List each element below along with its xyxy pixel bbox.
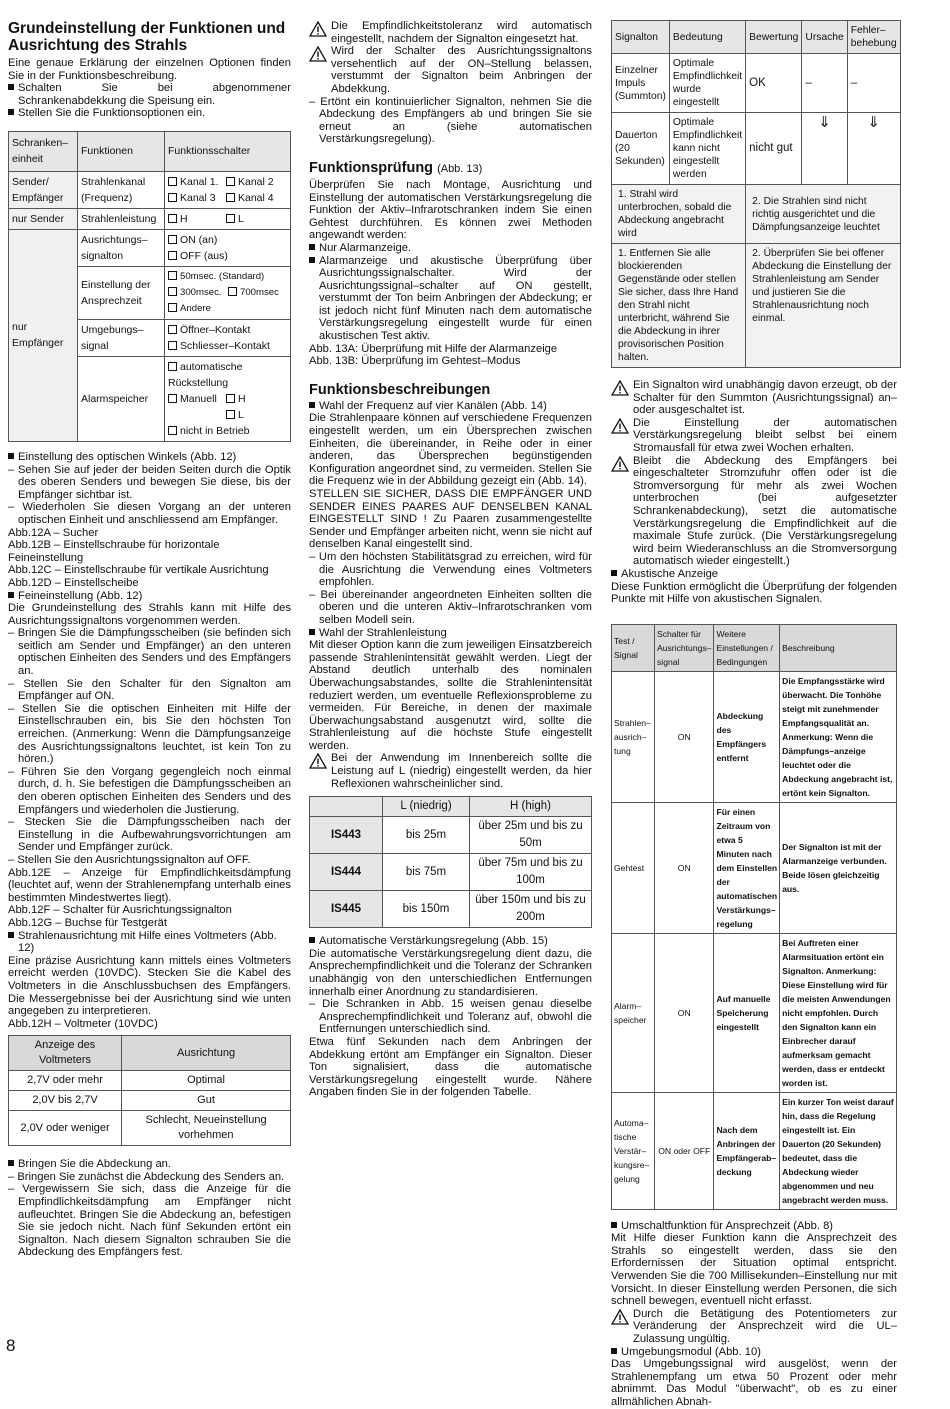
paragraph: Eine präzise Ausrichtung kann mittels eines Voltmeters erreicht werden (10VDC). Stecken Sie die Kabel des Voltmeters in die Anschlussbuchsen des Empfängers. Die Messergebnisse bei der Ausrichtung sind wie unten angegeben zu interpretieren. [8, 954, 291, 1018]
voltmeter-table [8, 1035, 291, 1146]
square-bullet-icon [309, 937, 315, 943]
dash-item: – Führen Sie den Vorgang gegengleich noch einmal durch, d. h. Sie befestigen die Dämpfungsscheiben an den oberen optischen Einheiten des Senders und des Empfängers und wiederholen die Justierung. [8, 765, 291, 816]
function-cell: Einstellung der Ansprechzeit [78, 266, 165, 319]
bullet-item: Einstellung des optischen Winkels (Abb. 12) [8, 451, 291, 464]
table-cell: Für einen Zeitraum von etwa 5 Minuten nach dem Einstellen der automatischen Verstärkungs–regelung [714, 802, 780, 933]
checkbox-icon [168, 362, 177, 371]
table-header-cell: Bedeutung [669, 21, 745, 54]
square-bullet-icon [611, 1348, 617, 1354]
intro-paragraph: Eine genaue Erklärung der einzelnen Optionen finden Sie in der Funktionsbeschreibung. [8, 57, 291, 82]
paragraph: Diese Funktion ermöglicht die Überprüfung der folgenden Punkte mit Hilfe von akustischen Signalen. [611, 580, 897, 606]
table-row [612, 113, 901, 185]
function-cell: Umgebungs–signal [78, 319, 165, 356]
table-cell: ON [655, 933, 714, 1092]
square-bullet-icon [8, 453, 14, 459]
bullet-item: Bringen Sie die Abdeckung an. [8, 1158, 291, 1171]
warning-note: Die Einstellung der automatischen Verstärkungsregelung bleibt selbst bei einem Stromausfall für etwa zwei Wochen erhalten. [611, 417, 897, 455]
table-cell: – [802, 54, 847, 113]
table-row [612, 1092, 897, 1209]
table-header-cell: Signalton [612, 21, 670, 54]
warning-note: Durch die Betätigung des Potentiometers zur Veränderung der Ansprechzeit wird die UL–Zulassung ungültig. [611, 1308, 897, 1346]
table-cell: Gehtest [612, 802, 655, 933]
bullet-item: Wahl der Strahlenleistung [309, 627, 592, 640]
paragraph: Die Grundeinstellung des Strahls kann mit Hilfe des Ausrichtungssignaltons vorgenommen werden. [8, 602, 291, 627]
paragraph: Überprüfen Sie nach Montage, Ausrichtung und Einstellung der automatischen Verstärkungsregelung die Funktion der Aktiv–Infrarotschranken indem Sie einen Gehtest durchführen. Es können zwei Methoden angewandt werden: [309, 178, 592, 242]
table-header-cell: H (high) [470, 797, 592, 817]
table-row [612, 933, 897, 1092]
table-header-cell: Anzeige des Voltmeters [9, 1036, 122, 1071]
bullet-item: Umgebungsmodul (Abb. 10) [611, 1346, 897, 1359]
square-bullet-icon [309, 629, 315, 635]
table-cell: über 25m und bis zu 50m [470, 817, 592, 854]
table-header-cell: Funktionen [78, 131, 165, 171]
checkbox-icon [168, 193, 177, 202]
checkbox-icon [168, 426, 177, 435]
table-header-cell: Test / Signal [612, 624, 655, 671]
down-arrow-icon: ⇓ [847, 113, 900, 185]
warning-note: Bleibt die Abdeckung des Empfängers bei eingeschalteter Stromzufuhr offen oder ist die Stromversorgung für mehr als zwei Wochen unterbrochen (bei aufgesetzter Schrankenabdeckung), setzt die automatische Verstärkungsregelung die Empfindlichkeit auf die maximale Stufe zurück. (Die Verstärkungsregelung wird beim Wiederanschluss an die Stromversorgung automatisch wieder eingestellt.) [611, 455, 897, 568]
section-title-function-test: Funktionsprüfung (Abb. 13) [309, 159, 483, 176]
figure-ref: Abb.12A – Sucher [8, 526, 99, 539]
table-cell: ON [655, 671, 714, 802]
figure-ref: Abb.12C – Einstellschraube für vertikale Ausrichtung [8, 564, 269, 577]
figure-ref: Abb.12G – Buchse für Testgerät [8, 916, 167, 929]
table-header-cell: L (niedrig) [383, 797, 470, 817]
table-cell: Der Signalton ist mit der Alarmanzeige verbunden. Beide lösen gleichzeitig aus. [780, 802, 897, 933]
beam-power-table [309, 796, 592, 928]
figure-ref: Abb.12B – Einstellschraube für horizontale Feineinstellung [8, 539, 220, 564]
table-row [310, 891, 592, 928]
table-cell: Optimal [122, 1071, 291, 1091]
table-row [310, 854, 592, 891]
dash-item: – Stecken Sie die Dämpfungsscheiben nach der Einstellung in die Aufbewahrungsvorrichtungen am Sender und Empfänger zurück. [8, 816, 291, 854]
table-row [612, 54, 901, 113]
checkbox-icon [226, 214, 235, 223]
warning-triangle-icon [309, 21, 327, 37]
checkbox-icon [168, 287, 177, 296]
paragraph: Mit Hilfe dieser Funktion kann die Ansprechzeit des Strahls so eingestellt werden, dass sie den Erfordernissen der Situation optimal entspricht. Verwenden Sie die 700 Millisekunden–Einstellung nur mit Vorsicht. In dieser Einstellung werden Personen, die sich schnell bewegen, eventuell nicht erfasst. [611, 1232, 897, 1308]
figure-ref: Abb.12H – Voltmeter (10VDC) [8, 1017, 158, 1030]
bullet-item: Schalten Sie bei abgenommener Schrankenabdekkung die Speisung ein. [8, 82, 291, 107]
section-title-function-descriptions: Funktionsbeschreibungen [309, 381, 491, 398]
dash-item: – Stellen Sie die optischen Einheiten mit Hilfe der Einstellschrauben ein, bis Sie den höchsten Ton erreichen. (Anmerkung: Wenn die Dämpfungsanzeige des Ausrichtungssignaltons leuchtet, ist kein Ton zu hören.) [8, 702, 291, 766]
square-bullet-icon [309, 244, 315, 250]
paragraph: Die automatische Verstärkungsregelung dient dazu, die Ansprechempfindlichkeit und die Toleranz der Schranken unabhängig von den unterschiedlichen Entfernungen innerhalb einer Anordnung zu standardisieren. [309, 947, 592, 998]
table-row [612, 671, 897, 802]
table-row [9, 1091, 291, 1111]
table-cell: Abdeckung des Empfängers entfernt [714, 671, 780, 802]
bullet-item: Automatische Verstärkungsregelung (Abb. 15) [309, 935, 592, 948]
dash-item: – Vergewissern Sie sich, dass die Anzeige für die Empfindlichkeitsdämpfung am Empfänger nicht aufleuchtet. Bringen Sie die Abdeckung an, befestigen Sie sie jedoch nicht. Nach fünf Sekunden ertönt ein Signalton. Nach diesem Signalton schrauben Sie die Abdeckung des Empfängers fest. [8, 1183, 291, 1259]
checkbox-icon [226, 394, 235, 403]
checkbox-icon [168, 303, 177, 312]
column-left [8, 20, 291, 1259]
section-title-basic-setup: Grundeinstellung der Funktionen und Ausrichtung des Strahls [8, 20, 286, 54]
warning-triangle-icon [309, 46, 327, 62]
checkbox-icon [168, 177, 177, 186]
square-bullet-icon [8, 1160, 14, 1166]
bullet-item: Umschaltfunktion für Ansprechzeit (Abb. 8) [611, 1220, 897, 1233]
table-row [612, 244, 901, 368]
checkbox-icon [168, 325, 177, 334]
checkbox-icon [226, 410, 235, 419]
paragraph: Die Strahlenpaare können auf verschiedene Frequenzen eingestellt werden, um ein Übersprechen zwischen Einheiten, die übereinander, in Reihe oder in einer anderen, das Übersprechen begünstigenden Konfiguration angeordnet sind, zu vermeiden. Stellen Sie die Frequenz wie in der Abbildung gezeigt ein (Abb. 14). [309, 412, 592, 488]
table-header-cell: Funktionsschalter [165, 131, 291, 171]
bullet-item: Akustische Anzeige [611, 568, 897, 581]
table-cell: Dauerton (20 Sekunden) [612, 113, 670, 185]
square-bullet-icon [8, 592, 14, 598]
dash-item: – Sehen Sie auf jeder der beiden Seiten durch die Optik des oberen Senders und bewegen Sie diese, bis der Empfänger sichtbar ist. [8, 463, 291, 501]
table-cell: Optimale Empfindlichkeit wurde eingestellt [669, 54, 745, 113]
checkbox-icon [168, 341, 177, 350]
table-cell: 1. Strahl wird unterbrochen, sobald die Abdeckung angebracht wird [612, 185, 746, 244]
bullet-item: Alarmanzeige und akustische Überprüfung über Ausrichtungssignalschalter. Wird der Ausrichtungssignal–schalter auf ON gestellt, verstummt der Ton beim Anbringen der Abdeckung; er ist jedoch nicht fünf Minuten nach dem automatische Verstärkungsregelung eingestellt wurde für einen akustischen Test aktiv. [309, 255, 592, 343]
checkbox-icon [226, 177, 235, 186]
table-row [612, 185, 901, 244]
table-cell: über 75m und bis zu 100m [470, 854, 592, 891]
table-cell: – [847, 54, 900, 113]
table-cell: bis 75m [383, 854, 470, 891]
table-cell: Einzelner Impuls (Summton) [612, 54, 670, 113]
figure-ref: Abb. 13B: Überprüfung im Gehtest–Modus [309, 355, 521, 368]
column-right [611, 20, 897, 1409]
acoustic-indicator-table [611, 624, 897, 1210]
checkbox-icon [228, 287, 237, 296]
model-cell: IS444 [310, 854, 383, 891]
checkbox-icon [168, 394, 177, 403]
warning-triangle-icon [611, 418, 629, 434]
down-arrow-icon: ⇓ [802, 113, 847, 185]
dash-item: – Um den höchsten Stabilitätsgrad zu erreichen, wird für die Ausrichtung die Verwendung eines Voltmeters empfohlen. [309, 550, 592, 589]
switch-cell: Kanal 1. Kanal 2 Kanal 3 Kanal 4 [165, 171, 291, 208]
unit-cell: nur Empfänger [9, 229, 78, 441]
bullet-item: Nur Alarmanzeige. [309, 242, 592, 255]
table-cell: Gut [122, 1091, 291, 1111]
warning-note: Wird der Schalter des Ausrichtungssignaltons versehentlich auf der ON–Stellung belassen, verstummt der Signalton beim Anbringen der Abdekkung. [309, 45, 592, 95]
column-middle [309, 20, 592, 1099]
unit-cell: Sender/ Empfänger [9, 171, 78, 208]
checkbox-icon [168, 235, 177, 244]
square-bullet-icon [611, 1222, 617, 1228]
table-cell: 1. Entfernen Sie alle blockierenden Gegenstände oder stellen Sie sicher, dass Ihre Hand den Strahl nicht unterbricht, während Sie die Abdeckung in ihrer provisorischen Position halten. [612, 244, 746, 368]
table-cell: Optimale Empfindlichkeit kann nicht eingestellt werden [669, 113, 745, 185]
dash-item: – Bringen Sie die Dämpfungsscheiben (sie befinden sich seitlich am Sender und Empfänger) an den unteren optischen Einheiten des Senders und des Empfängers an. [8, 627, 291, 678]
table-cell: 2. Überprüfen Sie bei offener Abdeckung die Einstellung der Strahlenleistung am Sender und justieren Sie die Strahlenausrichtung noch einmal. [746, 244, 900, 368]
switch-cell: H L [165, 208, 291, 229]
model-cell: IS443 [310, 817, 383, 854]
figure-ref: Abb.12E – Anzeige für Empfindlichkeitsdämpfung (leuchtet auf, wenn der Strahlenempfang unterhalb eines bestimmten Mindestwertes liegt). [8, 866, 291, 904]
square-bullet-icon [309, 257, 315, 263]
checkbox-icon [168, 271, 177, 280]
function-settings-table [8, 131, 291, 442]
checkbox-icon [168, 251, 177, 260]
warning-triangle-icon [611, 1309, 629, 1325]
dash-item: – Stellen Sie den Ausrichtungssignalton auf OFF. [8, 853, 251, 866]
table-cell: ON oder OFF [655, 1092, 714, 1209]
warning-note: Bei der Anwendung im Innenbereich sollte die Leistung auf L (niedrig) eingestellt werden, da hier Reflexionen wahrscheinlicher sind. [309, 752, 592, 790]
table-header-cell: Weitere Einstellungen / Bedingungen [714, 624, 780, 671]
square-bullet-icon [611, 570, 617, 576]
paragraph: Etwa fünf Sekunden nach dem Anbringen der Abdekkung ertönt am Empfänger ein Signalton. Dieser Ton signalisiert, dass die automatische Verstärkungsregelung eingestellt wurde. Nähere Angaben finden Sie in der folgenden Tabelle. [309, 1036, 592, 1099]
table-cell: Bei Auftreten einer Alarmsituation ertönt ein Signalton. Anmerkung: Diese Einstellung wird für die meisten Anwendungen nicht empfohlen. Durch den Signalton kann ein Einbrecher darauf aufmerksam gemacht werden, dass er entdeckt worden ist. [780, 933, 897, 1092]
table-row [310, 817, 592, 854]
bullet-item: Strahlenausrichtung mit Hilfe eines Voltmeters (Abb. 12) [8, 930, 291, 955]
warning-triangle-icon [309, 753, 327, 769]
dash-item: – Bringen Sie zunächst die Abdeckung des Senders an. [8, 1170, 285, 1183]
table-cell: OK [746, 54, 802, 113]
table-cell: Automa–tische Verstär–kungsre–gelung [612, 1092, 655, 1209]
warning-note: Die Empfindlichkeitstoleranz wird automatisch eingestellt, nachdem der Signalton eingesetzt hat. [309, 20, 592, 45]
dash-item: – Bei übereinander angeordneten Einheiten sollten die oberen und die unteren Aktiv–Infrarotschranken vom selben Modell sein. [309, 588, 592, 626]
square-bullet-icon [8, 84, 14, 90]
table-header-cell: Schranken–einheit [9, 131, 78, 171]
table-cell: 2. Die Strahlen sind nicht richtig ausgerichtet und die Dämpfungsanzeige leuchtet [746, 185, 900, 244]
warning-note: Ein Signalton wird unabhängig davon erzeugt, ob der Schalter für den Summton (Ausrichtungssignal) an– oder ausgeschaltet ist. [611, 379, 897, 417]
paragraph: Das Umgebungssignal wird ausgelöst, wenn der Strahlenempfang um etwa 50 Prozent oder mehr abnimmt. Das Modul "überwacht", ob es zu einer allmählichen Abnah- [611, 1358, 897, 1408]
table-cell: Strahlen–ausrich–tung [612, 671, 655, 802]
figure-ref: Abb.12D – Einstellscheibe [8, 576, 139, 589]
checkbox-icon [226, 193, 235, 202]
table-row [9, 1111, 291, 1146]
bullet-item: Wahl der Frequenz auf vier Kanälen (Abb. 14) [309, 400, 592, 413]
paragraph: STELLEN SIE SICHER, DASS DIE EMPFÄNGER UND SENDER EINES PAARES AUF DENSELBEN KANAL EINGESTELLT SIND ! Zu Paaren zusammengestellte Sender und Empfänger arbeiten nicht, wenn sie nicht auf denselben Kanal eingestellt sind. [309, 488, 592, 551]
table-cell: Alarm–speicher [612, 933, 655, 1092]
dash-item: – Ertönt ein kontinuierlicher Signalton, nehmen Sie die Abdeckung des Empfängers ab und bringen Sie sie erneut an (siehe automatischen Verstärkungsregelung). [309, 95, 592, 146]
table-cell: Die Empfangsstärke wird überwacht. Die Tonhöhe steigt mit zunehmender Empfangsqualität an. Anmerkung: Wenn die Dämpfungs–anzeige leuchtet oder die Abdeckung angebracht ist, ertönt kein Signalton. [780, 671, 897, 802]
switch-cell: Öffner–Kontakt Schliesser–Kontakt [165, 319, 291, 356]
signal-tone-table [611, 20, 901, 368]
function-cell: Alarmspeicher [78, 356, 165, 441]
page-number: 8 [6, 1336, 16, 1355]
square-bullet-icon [8, 109, 14, 115]
table-cell: 2,0V oder weniger [9, 1111, 122, 1146]
switch-cell: ON (an) OFF (aus) [165, 229, 291, 266]
dash-item: – Wiederholen Sie diesen Vorgang an der unteren optischen Einheit und anschliessend am Empfänger. [8, 501, 291, 526]
table-cell: ON [655, 802, 714, 933]
square-bullet-icon [8, 932, 14, 938]
table-cell: Ein kurzer Ton weist darauf hin, dass die Regelung eingestellt ist. Ein Dauerton (20 Sekunden) bedeutet, dass die Abdeckung wieder abgenommen und neu angebracht werden muss. [780, 1092, 897, 1209]
table-row [612, 802, 897, 933]
table-cell: nicht gut [746, 113, 802, 185]
table-header-cell: Ursache [802, 21, 847, 54]
warning-triangle-icon [611, 456, 629, 472]
table-cell: bis 25m [383, 817, 470, 854]
table-row [9, 1071, 291, 1091]
function-cell: Strahlenkanal (Frequenz) [78, 171, 165, 208]
bullet-item: Feineinstellung (Abb. 12) [8, 590, 291, 603]
switch-cell: automatische Rückstellung Manuell H L nicht in Betrieb [165, 356, 291, 441]
table-cell: Nach dem Anbringen der Empfängerab–deckung [714, 1092, 780, 1209]
model-cell: IS445 [310, 891, 383, 928]
bullet-item: Stellen Sie die Funktionsoptionen ein. [8, 107, 291, 120]
table-header-cell [310, 797, 383, 817]
table-header-cell: Schalter für Ausrichtungs–signal [655, 624, 714, 671]
table-cell: 2,0V bis 2,7V [9, 1091, 122, 1111]
table-cell: über 150m und bis zu 200m [470, 891, 592, 928]
function-cell: Strahlenleistung [78, 208, 165, 229]
paragraph: Mit dieser Option kann die zum jeweiligen Einsatzbereich passende Strahlenintensität gewählt werden. Liegt der Abstand deutlich unterhalb des nominalen Überwachungsabstandes, sollte die Strahlenintensität reduziert werden, um eventuelle Reflexionsprobleme zu vermeiden. Für Bereiche, in denen der maximale Überwachungsabstand ausgenutzt wird, sollte die Strahlenleistung auf die höchste Stufe eingestellt werden. [309, 639, 592, 752]
table-header-cell: Ausrichtung [122, 1036, 291, 1071]
dash-item: – Stellen Sie den Schalter für den Signalton am Empfänger auf ON. [8, 677, 291, 703]
table-header-cell: Fehler–behebung [847, 21, 900, 54]
checkbox-icon [168, 214, 177, 223]
switch-cell: 50msec. (Standard) 300msec. 700msec Andere [165, 266, 291, 319]
dash-item: – Die Schranken in Abb. 15 weisen genau dieselbe Ansprechempfindlichkeit und Toleranz auf, obwohl die Entfernungen unterschiedlich sind. [309, 998, 592, 1036]
table-cell: 2,7V oder mehr [9, 1071, 122, 1091]
table-cell: Schlecht, Neueinstellung vorhehmen [122, 1111, 291, 1146]
unit-cell: nur Sender [9, 208, 78, 229]
table-cell: Auf manuelle Speicherung eingestellt [714, 933, 780, 1092]
table-header-cell: Bewertung [746, 21, 802, 54]
function-cell: Ausrichtungs–signalton [78, 229, 165, 266]
square-bullet-icon [309, 402, 315, 408]
table-cell: bis 150m [383, 891, 470, 928]
figure-ref: Abb.12F – Schalter für Ausrichtungssignalton [8, 904, 232, 917]
figure-ref: Abb. 13A: Überprüfung mit Hilfe der Alarmanzeige [309, 342, 558, 355]
warning-triangle-icon [611, 380, 629, 396]
table-header-cell: Beschreibung [780, 624, 897, 671]
